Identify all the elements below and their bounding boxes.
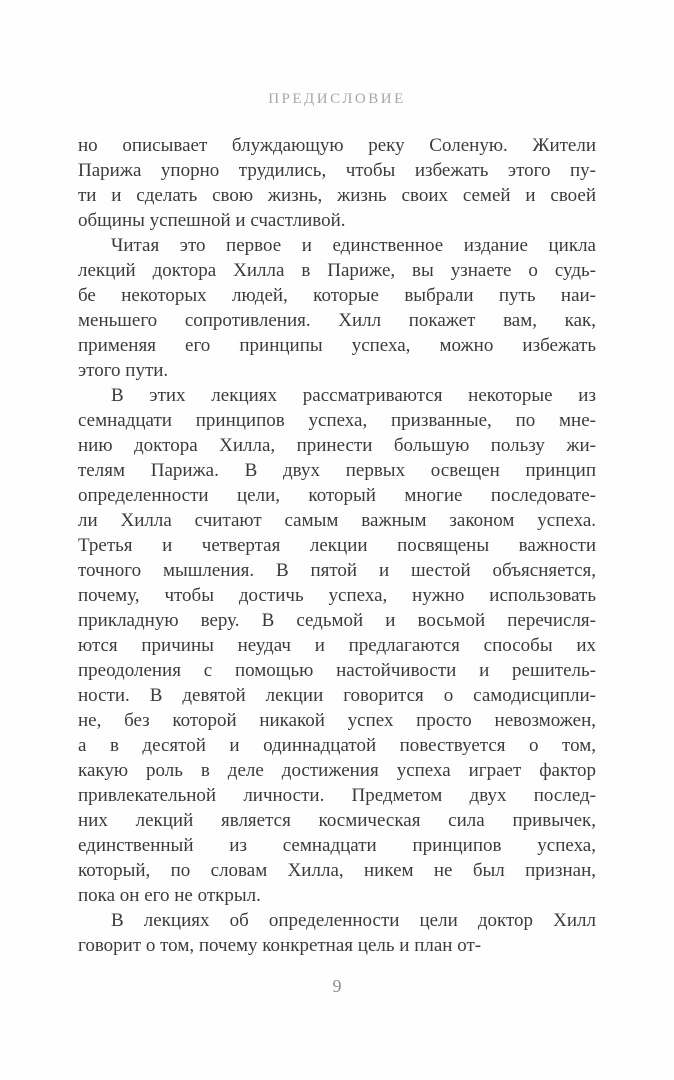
text-line: Парижа упорно трудились, чтобы избежать этого пу- [78, 160, 596, 181]
text-line: говорит о том, почему конкретная цель и план от- [78, 935, 482, 956]
text-line: Третья и четвертая лекции посвящены важности [78, 535, 596, 556]
text-line: нию доктора Хилла, принести большую пользу жи- [78, 435, 596, 456]
text-line: В лекциях об определенности цели доктор Хилл [111, 910, 596, 931]
text-line: какую роль в деле достижения успеха играет фактор [78, 760, 596, 781]
text-line: прикладную веру. В седьмой и восьмой перечисля- [78, 610, 596, 631]
text-line: лекций доктора Хилла в Париже, вы узнаете о судь- [78, 260, 596, 281]
text-line: ности. В девятой лекции говорится о самодисципли- [78, 685, 596, 706]
text-line: который, по словам Хилла, никем не был признан, [78, 860, 596, 881]
text-line: почему, чтобы достичь успеха, нужно использовать [78, 585, 596, 606]
text-line: единственный из семнадцати принципов успеха, [78, 835, 596, 856]
text-line: привлекательной личности. Предметом двух послед- [78, 785, 596, 806]
paragraph [78, 133, 596, 233]
text-line: точного мышления. В пятой и шестой объясняется, [78, 560, 596, 581]
running-header: ПРЕДИСЛОВИЕ [268, 91, 406, 107]
page-body [78, 133, 596, 958]
text-line: семнадцати принципов успеха, призванные, по мне- [78, 410, 596, 431]
text-line: определенности цели, который многие последовате- [78, 485, 596, 506]
text-line: преодоления с помощью настойчивости и решитель- [78, 660, 596, 681]
page-number: 9 [332, 976, 342, 996]
text-line: В этих лекциях рассматриваются некоторые из [111, 385, 596, 406]
paragraph [78, 908, 596, 958]
text-line: Читая это первое и единственное издание цикла [111, 235, 596, 256]
text-line: а в десятой и одиннадцатой повествуется о том, [78, 735, 596, 756]
text-line: ти и сделать свою жизнь, жизнь своих семей и своей [78, 185, 596, 206]
text-line: но описывает блуждающую реку Соленую. Жители [78, 135, 596, 156]
text-line: этого пути. [78, 360, 169, 381]
text-line: меньшего сопротивления. Хилл покажет вам, как, [78, 310, 596, 331]
text-line: бе некоторых людей, которые выбрали путь наи- [78, 285, 596, 306]
text-line: ются причины неудач и предлагаются способы их [78, 635, 596, 656]
paragraph [78, 383, 596, 908]
paragraph [78, 233, 596, 383]
text-line: ли Хилла считают самым важным законом успеха. [78, 510, 596, 531]
text-line: пока он его не открыл. [78, 885, 261, 906]
text-line: применяя его принципы успеха, можно избежать [78, 335, 596, 356]
text-line: общины успешной и счастливой. [78, 210, 346, 231]
text-line: телям Парижа. В двух первых освещен принцип [78, 460, 596, 481]
text-line: них лекций является космическая сила привычек, [78, 810, 596, 831]
text-line: не, без которой никакой успех просто невозможен, [78, 710, 596, 731]
